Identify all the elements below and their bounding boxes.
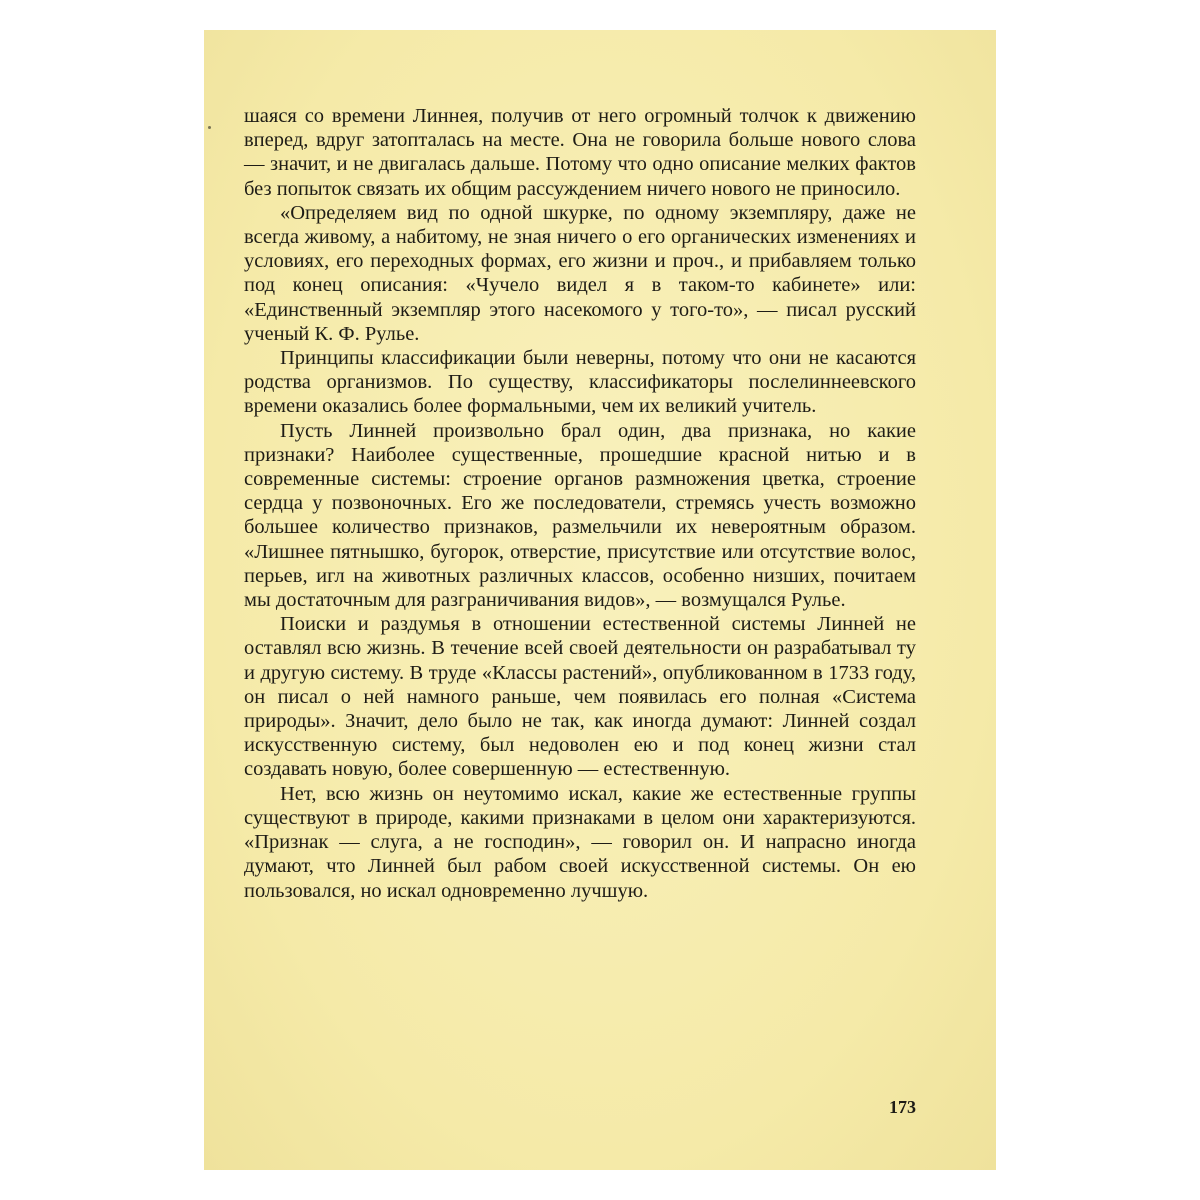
book-page xyxy=(204,30,996,1170)
paragraph-2: «Определяем вид по одной шкурке, по одному экземпляру, даже не всегда живому, а набитому, не зная ничего о его органических изменениях и условиях, его переходных формах, его жизни и проч., и прибавляем только под конец описания: «Чучело видел я в таком-то кабинете» или: «Единственный экземпляр этого насекомого у того-то», — писал русский ученый К. Ф. Рулье. xyxy=(244,201,916,345)
paragraph-3: Принципы классификации были неверны, потому что они не касаются родства организмов. По существу, классификаторы послелиннеевского времени оказались более формальными, чем их великий учитель. xyxy=(244,347,916,418)
body-text xyxy=(244,104,916,903)
paper-speck xyxy=(208,126,211,129)
paragraph-6: Нет, всю жизнь он неутомимо искал, какие же естественные группы существуют в природе, какими признаками в целом они характеризуются. «Признак — слуга, а не господин», — говорил он. И напрасно иногда думают, что Линней был рабом своей искусственной системы. Он ею пользовался, но искал одновременно лучшую. xyxy=(244,782,916,902)
paragraph-4: Пусть Линней произвольно брал один, два признака, но какие признаки? Наиболее существенные, прошедшие красной нитью и в современные системы: строение органов размножения цветка, строение сердца у позвоночных. Его же последователи, стремясь учесть возможно большее количество признаков, размельчили их невероятным образом. «Лишнее пятнышко, бугорок, отверстие, присутствие или отсутствие волос, перьев, игл на животных различных классов, особенно низших, почитаем мы достаточным для разграничивания видов», — возмущался Рулье. xyxy=(244,419,916,612)
paragraph-1: шаяся со времени Линнея, получив от него огромный толчок к движению вперед, вдруг затопталась на месте. Она не говорила больше нового слова — значит, и не двигалась дальше. Потому что одно описание мелких фактов без попыток связать их общим рассуждением ничего нового не приносило. xyxy=(244,105,916,200)
paragraph-5: Поиски и раздумья в отношении естественной системы Линней не оставлял всю жизнь. В течение всей своей деятельности он разрабатывал ту и другую систему. В труде «Классы растений», опубликованном в 1733 году, он писал о ней намного раньше, чем появилась его полная «Система природы». Значит, дело было не так, как иногда думают: Линней создал искусственную систему, был недоволен ею и под конец жизни стал создавать новую, более совершенную — естественную. xyxy=(244,613,916,781)
page-number: 173 xyxy=(889,1097,916,1117)
